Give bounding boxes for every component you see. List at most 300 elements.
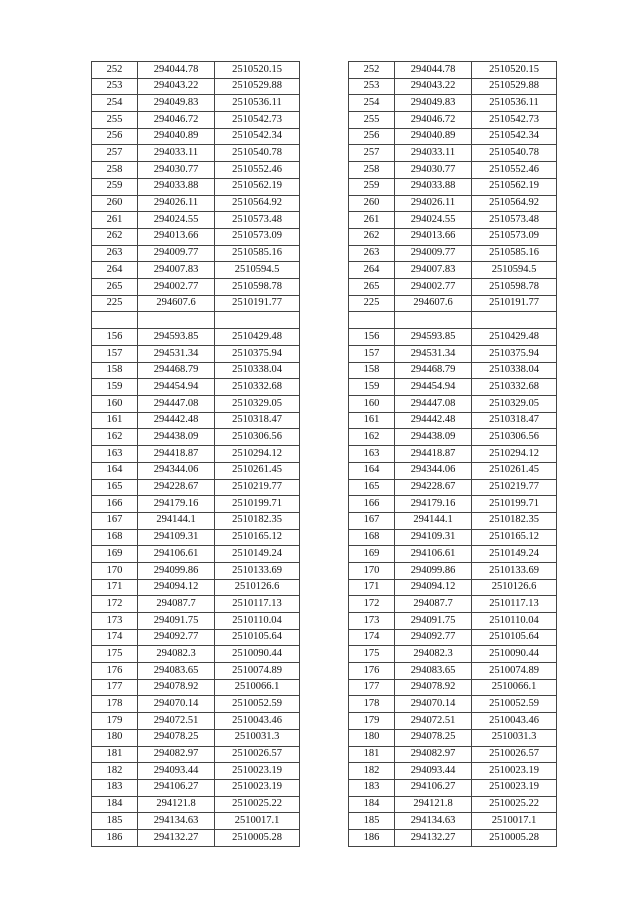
point-number-cell: 186	[92, 829, 138, 846]
y-coordinate-cell	[472, 312, 557, 329]
y-coordinate-cell: 2510090.44	[215, 646, 300, 663]
table-row	[349, 178, 557, 195]
y-coordinate-cell: 2510375.94	[472, 346, 557, 363]
y-coordinate-cell: 2510573.09	[472, 228, 557, 245]
point-number-cell: 265	[349, 278, 395, 295]
y-coordinate-cell: 2510105.64	[472, 629, 557, 646]
y-coordinate-cell: 2510066.1	[472, 679, 557, 696]
y-coordinate-cell: 2510429.48	[472, 329, 557, 346]
table-row	[92, 613, 300, 630]
y-coordinate-cell: 2510017.1	[472, 813, 557, 830]
x-coordinate-cell: 294099.86	[138, 562, 215, 579]
point-number-cell: 261	[92, 212, 138, 229]
y-coordinate-cell: 2510529.88	[215, 78, 300, 95]
x-coordinate-cell: 294070.14	[395, 696, 472, 713]
y-coordinate-cell: 2510043.46	[215, 713, 300, 730]
x-coordinate-cell: 294593.85	[395, 329, 472, 346]
table-row	[92, 312, 300, 329]
point-number-cell: 181	[92, 746, 138, 763]
point-number-cell: 166	[92, 496, 138, 513]
table-row	[349, 496, 557, 513]
table-row	[349, 763, 557, 780]
table-row	[92, 162, 300, 179]
table-row	[349, 663, 557, 680]
point-number-cell: 186	[349, 829, 395, 846]
x-coordinate-cell: 294033.11	[138, 145, 215, 162]
point-number-cell: 180	[349, 729, 395, 746]
x-coordinate-cell: 294072.51	[138, 713, 215, 730]
y-coordinate-cell: 2510564.92	[472, 195, 557, 212]
table-row	[349, 295, 557, 312]
point-number-cell: 258	[349, 162, 395, 179]
table-row	[349, 228, 557, 245]
table-row	[349, 278, 557, 295]
y-coordinate-cell: 2510026.57	[215, 746, 300, 763]
y-coordinate-cell: 2510332.68	[472, 379, 557, 396]
x-coordinate-cell: 294002.77	[395, 278, 472, 295]
table-row	[92, 813, 300, 830]
y-coordinate-cell: 2510338.04	[472, 362, 557, 379]
table-row	[349, 329, 557, 346]
point-number-cell: 171	[349, 579, 395, 596]
table-row	[349, 346, 557, 363]
table-row	[349, 462, 557, 479]
y-coordinate-cell: 2510133.69	[472, 562, 557, 579]
point-number-cell: 158	[349, 362, 395, 379]
x-coordinate-cell: 294078.25	[138, 729, 215, 746]
y-coordinate-cell: 2510318.47	[215, 412, 300, 429]
y-coordinate-cell: 2510332.68	[215, 379, 300, 396]
table-row	[92, 295, 300, 312]
point-number-cell: 262	[349, 228, 395, 245]
point-number-cell: 225	[92, 295, 138, 312]
point-number-cell: 185	[92, 813, 138, 830]
y-coordinate-cell: 2510126.6	[215, 579, 300, 596]
y-coordinate-cell: 2510105.64	[215, 629, 300, 646]
table-row	[349, 713, 557, 730]
x-coordinate-cell: 294454.94	[395, 379, 472, 396]
x-coordinate-cell: 294607.6	[138, 295, 215, 312]
x-coordinate-cell: 294024.55	[138, 212, 215, 229]
x-coordinate-cell: 294082.3	[138, 646, 215, 663]
x-coordinate-cell: 294082.3	[395, 646, 472, 663]
y-coordinate-cell: 2510182.35	[472, 512, 557, 529]
table-row	[92, 346, 300, 363]
x-coordinate-cell: 294044.78	[138, 62, 215, 79]
y-coordinate-cell: 2510294.12	[472, 446, 557, 463]
table-row	[92, 412, 300, 429]
table-row	[349, 245, 557, 262]
point-number-cell: 177	[349, 679, 395, 696]
y-coordinate-cell: 2510117.13	[472, 596, 557, 613]
y-coordinate-cell: 2510219.77	[472, 479, 557, 496]
x-coordinate-cell: 294531.34	[395, 346, 472, 363]
table-row	[349, 813, 557, 830]
point-number-cell: 260	[92, 195, 138, 212]
x-coordinate-cell: 294438.09	[395, 429, 472, 446]
point-number-cell: 262	[92, 228, 138, 245]
x-coordinate-cell: 294418.87	[138, 446, 215, 463]
point-number-cell: 253	[92, 78, 138, 95]
table-row	[349, 446, 557, 463]
table-row	[92, 779, 300, 796]
point-number-cell: 181	[349, 746, 395, 763]
point-number-cell: 173	[349, 613, 395, 630]
point-number-cell: 173	[92, 613, 138, 630]
table-row	[349, 396, 557, 413]
x-coordinate-cell: 294007.83	[395, 262, 472, 279]
x-coordinate-cell: 294438.09	[138, 429, 215, 446]
table-row	[92, 512, 300, 529]
table-row	[349, 529, 557, 546]
point-number-cell: 157	[92, 346, 138, 363]
point-number-cell: 175	[92, 646, 138, 663]
point-number-cell: 259	[349, 178, 395, 195]
x-coordinate-cell: 294121.8	[395, 796, 472, 813]
x-coordinate-cell: 294179.16	[138, 496, 215, 513]
y-coordinate-cell: 2510552.46	[472, 162, 557, 179]
y-coordinate-cell: 2510199.71	[215, 496, 300, 513]
point-number-cell: 264	[349, 262, 395, 279]
x-coordinate-cell: 294468.79	[138, 362, 215, 379]
y-coordinate-cell: 2510031.3	[215, 729, 300, 746]
x-coordinate-cell	[395, 312, 472, 329]
table-row	[92, 245, 300, 262]
table-row	[349, 112, 557, 129]
x-coordinate-cell: 294447.08	[138, 396, 215, 413]
x-coordinate-cell: 294531.34	[138, 346, 215, 363]
coordinate-table-body	[349, 62, 557, 847]
table-row	[92, 78, 300, 95]
x-coordinate-cell: 294026.11	[395, 195, 472, 212]
table-row	[92, 329, 300, 346]
y-coordinate-cell: 2510329.05	[472, 396, 557, 413]
point-number-cell: 182	[92, 763, 138, 780]
x-coordinate-cell: 294009.77	[395, 245, 472, 262]
table-row	[349, 262, 557, 279]
y-coordinate-cell: 2510542.73	[215, 112, 300, 129]
point-number-cell: 255	[349, 112, 395, 129]
point-number-cell: 156	[92, 329, 138, 346]
table-row	[349, 78, 557, 95]
point-number-cell: 164	[349, 462, 395, 479]
x-coordinate-cell: 294043.22	[395, 78, 472, 95]
point-number-cell: 168	[349, 529, 395, 546]
point-number-cell: 165	[92, 479, 138, 496]
point-number-cell: 264	[92, 262, 138, 279]
point-number-cell: 162	[92, 429, 138, 446]
table-row	[349, 562, 557, 579]
y-coordinate-cell: 2510023.19	[472, 763, 557, 780]
x-coordinate-cell: 294093.44	[395, 763, 472, 780]
y-coordinate-cell: 2510338.04	[215, 362, 300, 379]
x-coordinate-cell: 294144.1	[138, 512, 215, 529]
x-coordinate-cell: 294228.67	[395, 479, 472, 496]
table-row	[349, 312, 557, 329]
y-coordinate-cell: 2510126.6	[472, 579, 557, 596]
y-coordinate-cell: 2510149.24	[215, 546, 300, 563]
table-row	[92, 696, 300, 713]
x-coordinate-cell: 294091.75	[138, 613, 215, 630]
table-row	[92, 95, 300, 112]
x-coordinate-cell: 294046.72	[395, 112, 472, 129]
x-coordinate-cell: 294593.85	[138, 329, 215, 346]
table-row	[349, 379, 557, 396]
point-number-cell: 169	[92, 546, 138, 563]
x-coordinate-cell: 294026.11	[138, 195, 215, 212]
table-row	[349, 128, 557, 145]
y-coordinate-cell: 2510562.19	[472, 178, 557, 195]
table-row	[349, 195, 557, 212]
x-coordinate-cell: 294007.83	[138, 262, 215, 279]
x-coordinate-cell: 294009.77	[138, 245, 215, 262]
x-coordinate-cell: 294134.63	[395, 813, 472, 830]
table-row	[92, 429, 300, 446]
y-coordinate-cell: 2510191.77	[472, 295, 557, 312]
point-number-cell: 176	[92, 663, 138, 680]
table-row	[92, 128, 300, 145]
x-coordinate-cell: 294082.97	[395, 746, 472, 763]
x-coordinate-cell: 294033.88	[395, 178, 472, 195]
point-number-cell: 259	[92, 178, 138, 195]
point-number-cell: 171	[92, 579, 138, 596]
table-row	[92, 446, 300, 463]
x-coordinate-cell: 294132.27	[395, 829, 472, 846]
table-row	[349, 145, 557, 162]
table-row	[92, 195, 300, 212]
point-number-cell: 253	[349, 78, 395, 95]
table-row	[92, 278, 300, 295]
y-coordinate-cell: 2510005.28	[472, 829, 557, 846]
y-coordinate-cell: 2510043.46	[472, 713, 557, 730]
x-coordinate-cell: 294134.63	[138, 813, 215, 830]
y-coordinate-cell	[215, 312, 300, 329]
y-coordinate-cell: 2510598.78	[215, 278, 300, 295]
table-row	[349, 62, 557, 79]
point-number-cell: 168	[92, 529, 138, 546]
y-coordinate-cell: 2510375.94	[215, 346, 300, 363]
point-number-cell: 175	[349, 646, 395, 663]
table-row	[349, 629, 557, 646]
y-coordinate-cell: 2510573.09	[215, 228, 300, 245]
point-number-cell	[92, 312, 138, 329]
coordinate-table-left	[91, 61, 300, 847]
point-number-cell: 177	[92, 679, 138, 696]
x-coordinate-cell: 294072.51	[395, 713, 472, 730]
point-number-cell: 174	[92, 629, 138, 646]
table-row	[349, 829, 557, 846]
point-number-cell: 169	[349, 546, 395, 563]
table-row	[92, 596, 300, 613]
table-row	[92, 212, 300, 229]
y-coordinate-cell: 2510090.44	[472, 646, 557, 663]
point-number-cell: 162	[349, 429, 395, 446]
table-row	[92, 763, 300, 780]
y-coordinate-cell: 2510199.71	[472, 496, 557, 513]
point-number-cell: 167	[92, 512, 138, 529]
y-coordinate-cell: 2510552.46	[215, 162, 300, 179]
x-coordinate-cell: 294447.08	[395, 396, 472, 413]
table-row	[92, 646, 300, 663]
y-coordinate-cell: 2510594.5	[215, 262, 300, 279]
y-coordinate-cell: 2510536.11	[472, 95, 557, 112]
y-coordinate-cell: 2510023.19	[472, 779, 557, 796]
x-coordinate-cell: 294046.72	[138, 112, 215, 129]
point-number-cell: 160	[349, 396, 395, 413]
y-coordinate-cell: 2510023.19	[215, 779, 300, 796]
y-coordinate-cell: 2510074.89	[215, 663, 300, 680]
y-coordinate-cell: 2510031.3	[472, 729, 557, 746]
x-coordinate-cell: 294082.97	[138, 746, 215, 763]
x-coordinate-cell: 294094.12	[138, 579, 215, 596]
point-number-cell	[349, 312, 395, 329]
table-row	[92, 479, 300, 496]
table-row	[349, 546, 557, 563]
x-coordinate-cell: 294078.92	[395, 679, 472, 696]
point-number-cell: 257	[92, 145, 138, 162]
point-number-cell: 170	[92, 562, 138, 579]
point-number-cell: 160	[92, 396, 138, 413]
x-coordinate-cell: 294013.66	[138, 228, 215, 245]
table-row	[92, 629, 300, 646]
y-coordinate-cell: 2510318.47	[472, 412, 557, 429]
y-coordinate-cell: 2510306.56	[472, 429, 557, 446]
y-coordinate-cell: 2510294.12	[215, 446, 300, 463]
x-coordinate-cell: 294070.14	[138, 696, 215, 713]
point-number-cell: 170	[349, 562, 395, 579]
point-number-cell: 174	[349, 629, 395, 646]
point-number-cell: 161	[92, 412, 138, 429]
point-number-cell: 263	[349, 245, 395, 262]
point-number-cell: 258	[92, 162, 138, 179]
table-row	[92, 579, 300, 596]
point-number-cell: 163	[349, 446, 395, 463]
y-coordinate-cell: 2510529.88	[472, 78, 557, 95]
point-number-cell: 156	[349, 329, 395, 346]
y-coordinate-cell: 2510520.15	[215, 62, 300, 79]
point-number-cell: 180	[92, 729, 138, 746]
table-row	[349, 679, 557, 696]
point-number-cell: 183	[92, 779, 138, 796]
x-coordinate-cell: 294092.77	[138, 629, 215, 646]
x-coordinate-cell: 294418.87	[395, 446, 472, 463]
point-number-cell: 183	[349, 779, 395, 796]
y-coordinate-cell: 2510329.05	[215, 396, 300, 413]
y-coordinate-cell: 2510520.15	[472, 62, 557, 79]
x-coordinate-cell: 294033.11	[395, 145, 472, 162]
table-row	[92, 796, 300, 813]
point-number-cell: 164	[92, 462, 138, 479]
table-row	[92, 663, 300, 680]
table-row	[92, 178, 300, 195]
x-coordinate-cell: 294078.25	[395, 729, 472, 746]
x-coordinate-cell: 294468.79	[395, 362, 472, 379]
x-coordinate-cell: 294043.22	[138, 78, 215, 95]
y-coordinate-cell: 2510117.13	[215, 596, 300, 613]
x-coordinate-cell: 294093.44	[138, 763, 215, 780]
table-row	[92, 746, 300, 763]
y-coordinate-cell: 2510182.35	[215, 512, 300, 529]
table-row	[92, 462, 300, 479]
x-coordinate-cell: 294092.77	[395, 629, 472, 646]
x-coordinate-cell: 294344.06	[138, 462, 215, 479]
table-row	[92, 729, 300, 746]
table-row	[349, 746, 557, 763]
x-coordinate-cell: 294106.61	[138, 546, 215, 563]
table-row	[92, 145, 300, 162]
y-coordinate-cell: 2510149.24	[472, 546, 557, 563]
y-coordinate-cell: 2510133.69	[215, 562, 300, 579]
x-coordinate-cell: 294179.16	[395, 496, 472, 513]
x-coordinate-cell	[138, 312, 215, 329]
y-coordinate-cell: 2510585.16	[472, 245, 557, 262]
x-coordinate-cell: 294078.92	[138, 679, 215, 696]
x-coordinate-cell: 294442.48	[138, 412, 215, 429]
point-number-cell: 182	[349, 763, 395, 780]
table-row	[92, 546, 300, 563]
table-row	[349, 512, 557, 529]
x-coordinate-cell: 294087.7	[138, 596, 215, 613]
x-coordinate-cell: 294132.27	[138, 829, 215, 846]
coordinate-table-body	[92, 62, 300, 847]
table-row	[92, 562, 300, 579]
y-coordinate-cell: 2510017.1	[215, 813, 300, 830]
point-number-cell: 184	[92, 796, 138, 813]
table-row	[92, 396, 300, 413]
y-coordinate-cell: 2510023.19	[215, 763, 300, 780]
x-coordinate-cell: 294109.31	[138, 529, 215, 546]
y-coordinate-cell: 2510052.59	[472, 696, 557, 713]
point-number-cell: 166	[349, 496, 395, 513]
table-row	[92, 496, 300, 513]
table-row	[92, 112, 300, 129]
point-number-cell: 254	[349, 95, 395, 112]
point-number-cell: 254	[92, 95, 138, 112]
point-number-cell: 178	[92, 696, 138, 713]
y-coordinate-cell: 2510261.45	[215, 462, 300, 479]
point-number-cell: 257	[349, 145, 395, 162]
point-number-cell: 158	[92, 362, 138, 379]
y-coordinate-cell: 2510074.89	[472, 663, 557, 680]
table-row	[92, 713, 300, 730]
y-coordinate-cell: 2510110.04	[472, 613, 557, 630]
y-coordinate-cell: 2510542.34	[472, 128, 557, 145]
x-coordinate-cell: 294442.48	[395, 412, 472, 429]
y-coordinate-cell: 2510005.28	[215, 829, 300, 846]
y-coordinate-cell: 2510542.73	[472, 112, 557, 129]
x-coordinate-cell: 294040.89	[138, 128, 215, 145]
x-coordinate-cell: 294087.7	[395, 596, 472, 613]
y-coordinate-cell: 2510542.34	[215, 128, 300, 145]
point-number-cell: 165	[349, 479, 395, 496]
table-row	[349, 646, 557, 663]
x-coordinate-cell: 294228.67	[138, 479, 215, 496]
coordinate-table-right	[348, 61, 557, 847]
table-row	[349, 412, 557, 429]
x-coordinate-cell: 294030.77	[395, 162, 472, 179]
point-number-cell: 184	[349, 796, 395, 813]
x-coordinate-cell: 294106.61	[395, 546, 472, 563]
point-number-cell: 252	[349, 62, 395, 79]
table-row	[349, 429, 557, 446]
table-row	[349, 362, 557, 379]
x-coordinate-cell: 294109.31	[395, 529, 472, 546]
x-coordinate-cell: 294083.65	[138, 663, 215, 680]
y-coordinate-cell: 2510165.12	[215, 529, 300, 546]
point-number-cell: 157	[349, 346, 395, 363]
y-coordinate-cell: 2510066.1	[215, 679, 300, 696]
y-coordinate-cell: 2510536.11	[215, 95, 300, 112]
